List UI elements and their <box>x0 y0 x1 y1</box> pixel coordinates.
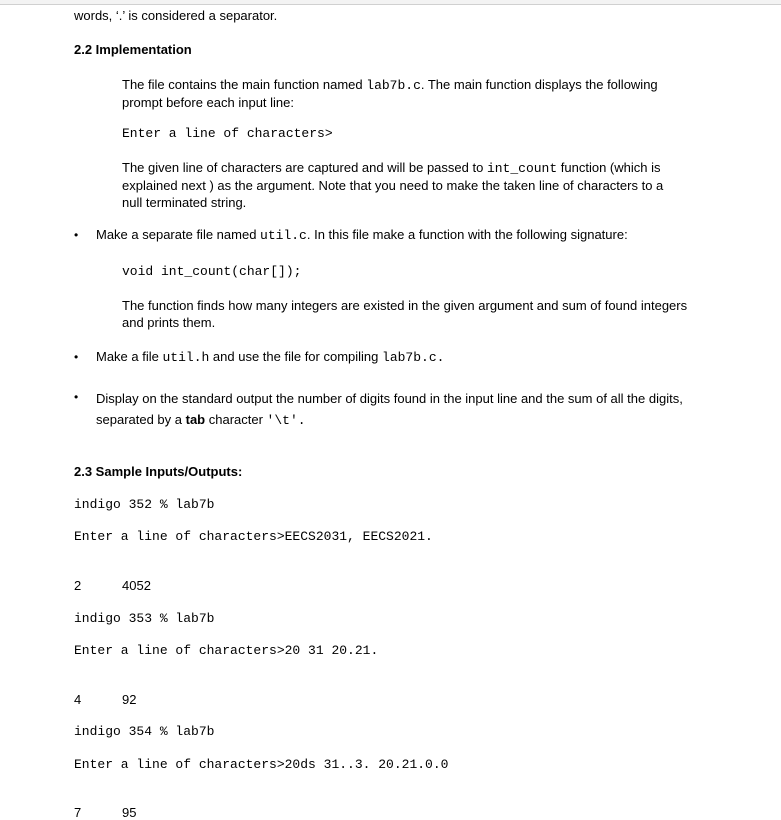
sample-heading: 2.3 Sample Inputs/Outputs: <box>74 464 243 479</box>
b1-text-b: . In this file make a function with the following signature: <box>306 227 628 242</box>
implementation-heading: 2.2 Implementation <box>74 42 192 57</box>
p2-code: int_count <box>486 161 558 176</box>
bullet-display-output <box>96 388 686 431</box>
output-count: 4 <box>74 692 82 707</box>
p1-text-a: The file contains the main function named <box>122 77 367 92</box>
output-sum: 4052 <box>122 578 151 593</box>
p1-code: lab7b.c <box>366 78 421 93</box>
page-top-edge <box>0 0 781 5</box>
output-sum: 95 <box>122 805 137 820</box>
output-sum: 92 <box>122 692 137 707</box>
run-output <box>74 805 136 820</box>
p2-text-a: The given line of characters are captured and will be passed to <box>122 160 487 175</box>
output-count: 2 <box>74 578 82 593</box>
signature-description: The function finds how many integers are existed in the given argument and sum of found integers and prints them. <box>122 298 688 330</box>
intro-tail-text: words, ‘.’ is considered a separator. <box>74 8 278 23</box>
run-output <box>74 578 151 593</box>
bullet-marker: • <box>74 390 79 404</box>
function-signature: void int_count(char[]); <box>122 264 302 279</box>
run-command: indigo 352 % lab7b <box>74 497 215 512</box>
run-command: indigo 353 % lab7b <box>74 611 215 626</box>
b1-text-a: Make a separate file named <box>96 227 261 242</box>
b3-code: '\t'. <box>266 413 306 428</box>
output-count: 7 <box>74 805 82 820</box>
captured-line-paragraph <box>122 159 678 211</box>
b2-text-a: Make a file <box>96 349 163 364</box>
p2-text-b: function (which is explained next ) as the argument. Note that you need to make the taken line of characters to a null terminated string. <box>122 160 664 210</box>
run-command: indigo 354 % lab7b <box>74 724 215 739</box>
b1-code: util.c <box>260 228 307 243</box>
main-function-paragraph <box>122 76 678 111</box>
run-input: Enter a line of characters>20ds 31..3. 20.21.0.0 <box>74 757 449 772</box>
run-input: Enter a line of characters>EECS2031, EECS2021. <box>74 529 433 544</box>
prompt-code: Enter a line of characters> <box>122 126 333 141</box>
b3-text-a: Display on the standard output the number of digits found in the input line and the sum of all the digits, separated by a <box>96 391 683 427</box>
b2-code1: util.h <box>162 350 210 365</box>
p1-text-b: . The main function displays the following prompt before each input line: <box>122 77 658 110</box>
b2-text-b: and use the file for compiling <box>209 349 383 364</box>
b3-text-b: character <box>205 412 267 427</box>
bullet-util-c <box>96 227 628 243</box>
b2-code2: lab7b.c. <box>382 350 445 365</box>
bullet-util-h <box>96 349 444 365</box>
bullet-marker: • <box>74 350 79 364</box>
bullet-marker: • <box>74 228 79 242</box>
b3-bold: tab <box>185 412 206 427</box>
run-output <box>74 692 136 707</box>
run-input: Enter a line of characters>20 31 20.21. <box>74 643 379 658</box>
